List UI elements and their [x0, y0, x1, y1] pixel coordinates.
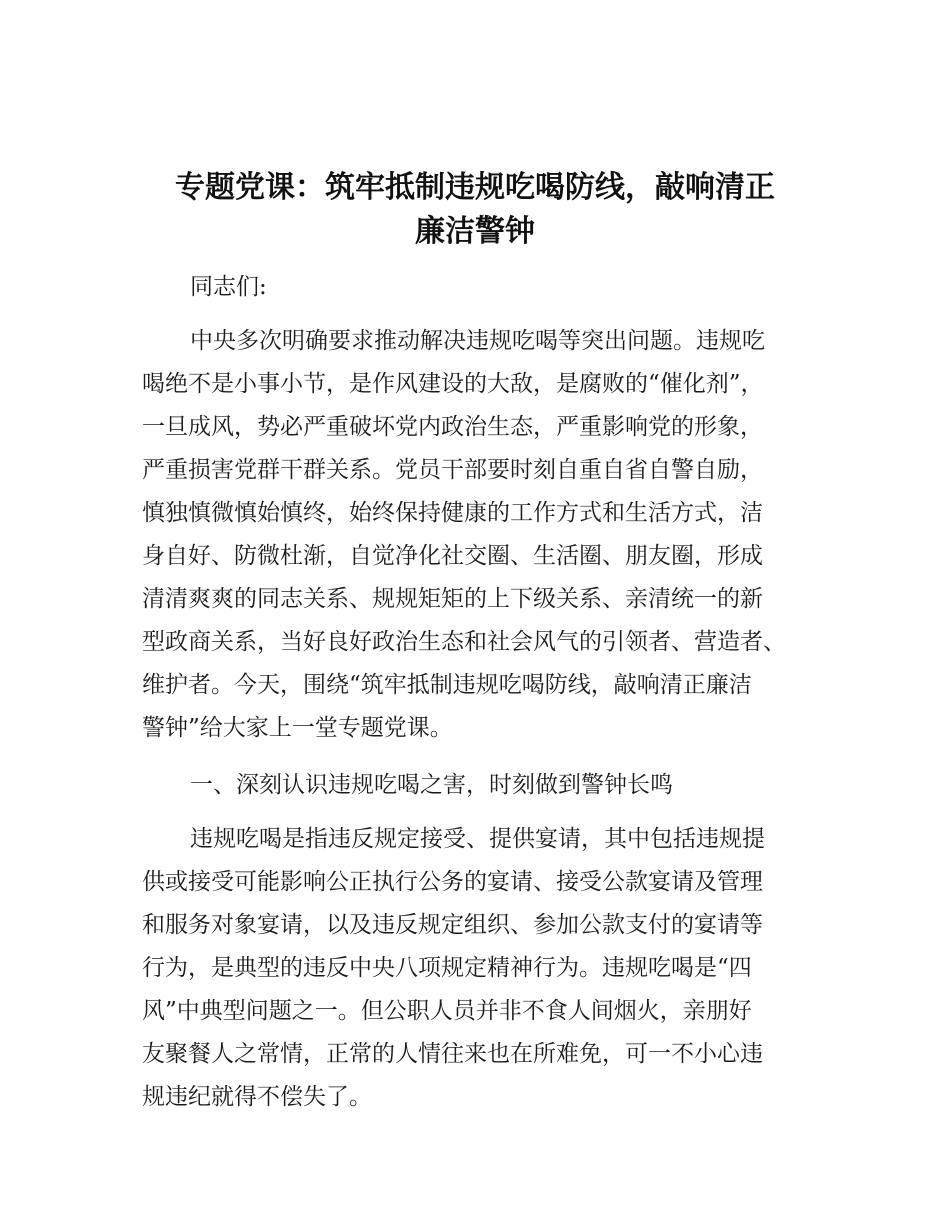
paragraph-line: 严重损害党群干群关系。党员干部要时刻自重自省自警自励，	[142, 457, 763, 483]
paragraph-2	[142, 818, 832, 1119]
paragraph-line: 行为，是典型的违反中央八项规定精神行为。违规吃喝是“四	[142, 955, 752, 981]
paragraph-line: 身自好、防微杜渐，自觉净化社交圈、生活圈、朋友圈，形成	[142, 543, 763, 569]
section-heading-1: 一、深刻认识违规吃喝之害，时刻做到警钟长鸣	[190, 772, 673, 798]
paragraph-line: 维护者。今天，围绕“筑牢抵制违规吃喝防线，敲响清正廉洁	[142, 672, 752, 698]
paragraph-line: 风”中典型问题之一。但公职人员并非不食人间烟火，亲朋好	[142, 998, 752, 1024]
salutation: 同志们:	[190, 274, 267, 300]
paragraph-line: 喝绝不是小事小节，是作风建设的大敌，是腐败的“催化剂”，	[142, 371, 764, 397]
title-line-1: 专题党课：筑牢抵制违规吃喝防线，敲响清正	[175, 170, 775, 205]
title-line-2: 廉洁警钟	[415, 214, 535, 249]
paragraph-line: 违规吃喝是指违反规定接受、提供宴请，其中包括违规提	[190, 826, 765, 852]
paragraph-line: 规违纪就得不偿失了。	[142, 1084, 372, 1110]
paragraph-line: 供或接受可能影响公正执行公务的宴请、接受公款宴请及管理	[142, 869, 763, 895]
paragraph-line: 慎独慎微慎始慎终，始终保持健康的工作方式和生活方式，洁	[142, 500, 763, 526]
paragraph-line: 中央多次明确要求推动解决违规吃喝等突出问题。违规吃	[190, 328, 765, 354]
document-title	[100, 166, 850, 254]
paragraph-line: 一旦成风，势必严重破坏党内政治生态，严重影响党的形象，	[142, 414, 763, 440]
paragraph-line: 警钟”给大家上一堂专题党课。	[142, 715, 453, 741]
paragraph-line: 型政商关系，当好良好政治生态和社会风气的引领者、营造者、	[142, 629, 786, 655]
paragraph-1	[142, 320, 832, 750]
paragraph-line: 友聚餐人之常情，正常的人情往来也在所难免，可一不小心违	[142, 1041, 763, 1067]
paragraph-line: 清清爽爽的同志关系、规规矩矩的上下级关系、亲清统一的新	[142, 586, 763, 612]
paragraph-line: 和服务对象宴请，以及违反规定组织、参加公款支付的宴请等	[142, 912, 763, 938]
